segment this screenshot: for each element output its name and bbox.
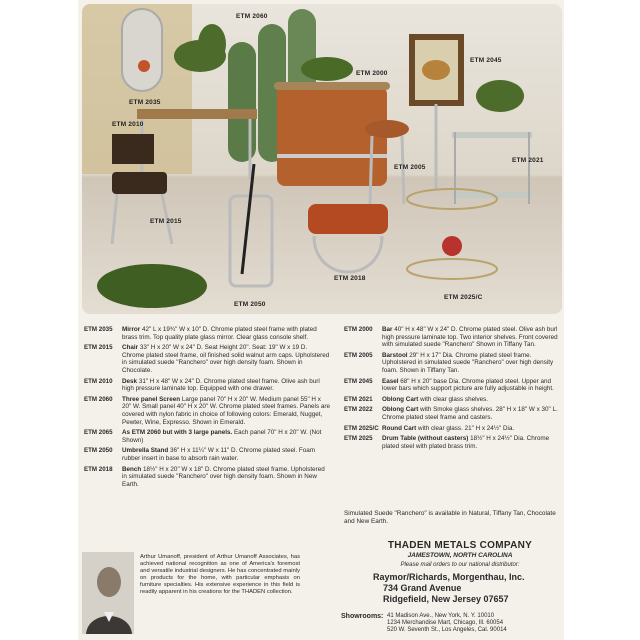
spec-code: ETM 2021 [344, 395, 373, 403]
spec-name: Oblong Cart [382, 406, 419, 414]
spec-item [84, 447, 330, 462]
spec-item [84, 429, 330, 444]
spec-text: with Smoke glass shelves. 28" H x 18" W x 30" L. Chrome plated steel frame and casters. [382, 406, 558, 421]
label-etm-2005: ETM 2005 [394, 164, 426, 171]
spec-text: with clear glass. 21" H x 24½" Dia. [418, 424, 515, 432]
spec-code: ETM 2000 [344, 326, 373, 333]
address-line-1: 734 Grand Avenue [383, 583, 462, 593]
showroom-line: 1234 Merchandise Mart, Chicago, Ill. 60054 [387, 620, 504, 626]
spec-code: ETM 2025/C [344, 424, 379, 432]
spec-name: Three panel Screen [122, 395, 181, 403]
spec-text: 40" H x 48" W x 24" D. Chrome plated steel. Olive ash burl high pressure laminate top. Two interior shelves. Front covered with simulated suede "Ranchero" Shown in Tiffany Tan. [382, 326, 558, 349]
spec-text: 18½" H x 20" W x 18" D. Chrome plated steel frame. Upholstered in simulated suede "Ranchero" over high density foam. Shown in New Earth. [122, 465, 325, 488]
mail-note: Please mail orders to our national distributor: [400, 562, 520, 568]
spec-body [382, 396, 559, 404]
spec-name: Barstool [382, 351, 408, 359]
spec-code: ETM 2060 [84, 395, 113, 403]
company-name: THADEN METALS COMPANY [387, 540, 533, 551]
spec-text: 68" H x 20" base Dia. Chrome plated steel. Upper and lower bars which support picture are fully adjustable in height. [382, 377, 554, 393]
spec-body [122, 326, 330, 341]
distributor-block [373, 572, 525, 605]
spec-name: As ETM 2060 but with 3 large panels. [122, 429, 233, 437]
spec-body [122, 344, 330, 374]
spec-item [84, 326, 330, 341]
spec-body [122, 429, 330, 444]
company-location: JAMESTOWN, NORTH CAROLINA [407, 552, 513, 559]
spec-code: ETM 2045 [344, 377, 373, 385]
spec-text: 36" H x 11¼" W x 11" D. Chrome plated steel. Foam rubber insert in base to absorb rain water. [122, 447, 315, 462]
spec-name: Easel [382, 377, 399, 385]
spec-code: ETM 2050 [84, 447, 113, 455]
label-etm-2050: ETM 2050 [234, 301, 266, 308]
spec-code: ETM 2065 [84, 429, 113, 437]
designer-portrait [82, 552, 134, 634]
label-etm-2060: ETM 2060 [236, 13, 268, 20]
spec-text: 18½" H x 24½" Dia. Chrome plated steel with plated brass trim. [382, 435, 550, 450]
spec-body [122, 466, 330, 489]
spec-body [382, 406, 559, 421]
spec-code: ETM 2025 [344, 435, 373, 443]
spec-name: Round Cart [382, 424, 417, 432]
spec-text: Each panel 70" H x 20" W. (Not Shown) [122, 429, 322, 444]
designer-bio: Arthur Umanoff, president of Arthur Umanoff Associates, has achieved national recognition as one of America's foremost and versatile industrial designers. He has concentrated mainly on products for the home, with particular emphasis on furniture specialties. His extensive experience in this field is readily apparent in his creations for the THADEN collection. [140, 554, 300, 596]
spec-item [344, 406, 559, 421]
spec-item [344, 378, 559, 393]
spec-item [84, 466, 330, 489]
spec-text: 33" H x 20" W x 24" D. Seat Height 20". Seat: 19" W x 19 D. Chrome plated steel frame, oil finished solid walnut arm caps. Upholstered in simulated suede "Ranchero" over high density foam. Shown in Chocolate. [122, 344, 330, 374]
spec-name: Chair [122, 344, 139, 352]
spec-code: ETM 2010 [84, 377, 113, 385]
spec-item [84, 344, 330, 374]
suede-note: Simulated Suede "Ranchero" is available in Natural, Tiffany Tan, Chocolate and New Earth. [344, 510, 556, 525]
spec-code: ETM 2035 [84, 326, 113, 333]
label-etm-2035: ETM 2035 [129, 99, 161, 106]
spec-item [344, 352, 559, 375]
label-etm-2018: ETM 2018 [334, 275, 366, 282]
label-etm-2015: ETM 2015 [150, 218, 182, 225]
spec-body [382, 352, 559, 375]
label-etm-2021: ETM 2021 [512, 157, 544, 164]
spec-item [84, 396, 330, 426]
spec-item [344, 435, 559, 450]
spec-item [344, 396, 559, 404]
distributor-name: Raymor/Richards, Morgenthau, Inc. [373, 572, 525, 582]
furniture-photo [82, 4, 562, 314]
spec-text: Large panel 70" H x 20" W. Medium panel 55" H x 20" W. Small panel 40" H x 20" W. Chrome plated steel frames. Panels are covered with nylon fabric in choice of following colors: Emerald, Nugget, Pewter, Wine, Expresso. Shown in Emerald. [122, 395, 330, 426]
spec-name: Bench [122, 465, 142, 473]
spec-text: with clear glass shelves. [420, 395, 489, 403]
spec-item [344, 425, 559, 433]
spec-code: ETM 2022 [344, 406, 373, 414]
spec-name: Bar [382, 326, 393, 333]
spec-name: Drum Table (without casters) [382, 435, 469, 443]
spec-code: ETM 2005 [344, 351, 373, 359]
showroom-line: 41 Madison Ave., New York, N. Y. 10010 [387, 613, 495, 619]
label-etm-2025c: ETM 2025/C [444, 294, 483, 301]
spec-item [84, 378, 330, 393]
spec-list-left [84, 326, 330, 491]
label-etm-2010: ETM 2010 [112, 121, 144, 128]
company-block [345, 540, 575, 568]
spec-text: 31" H x 48" W x 24" D. Chrome plated steel frame. Olive ash burl high pressure laminate top. Equipped with one drawer. [122, 377, 320, 393]
spec-body [382, 326, 559, 349]
spec-body [382, 378, 559, 393]
spec-text: 29" H x 17" Dia. Chrome plated steel frame. Upholstered in simulated suede "Ranchero" over high density foam. Shown in Tiffany Tan. [382, 351, 554, 374]
showrooms [341, 613, 507, 634]
spec-body [122, 447, 330, 462]
address-line-2: Ridgefield, New Jersey 07657 [383, 594, 509, 604]
label-etm-2045: ETM 2045 [470, 57, 502, 64]
showrooms-label: Showrooms: [341, 613, 384, 620]
label-etm-2000: ETM 2000 [356, 70, 388, 77]
spec-code: ETM 2018 [84, 465, 113, 473]
spec-body [122, 396, 330, 426]
spec-code: ETM 2015 [84, 344, 113, 352]
spec-list-right [344, 326, 559, 453]
spec-name: Oblong Cart [382, 395, 419, 403]
spec-name: Desk [122, 377, 138, 385]
spec-name: Umbrella Stand [122, 447, 169, 455]
spec-body [382, 425, 559, 433]
spec-body [122, 378, 330, 393]
spec-text: 42" L x 19¾" W x 10" D. Chrome plated steel frame with plated brass trim. Top quality plate glass mirror. Clear glass console shelf. [122, 326, 317, 341]
spec-item [344, 326, 559, 349]
furniture-illustration [82, 4, 562, 314]
spec-body [382, 435, 559, 450]
spec-name: Mirror [122, 326, 141, 333]
showroom-line: 520 W. Seventh St., Los Angeles, Cal. 90014 [387, 627, 507, 633]
